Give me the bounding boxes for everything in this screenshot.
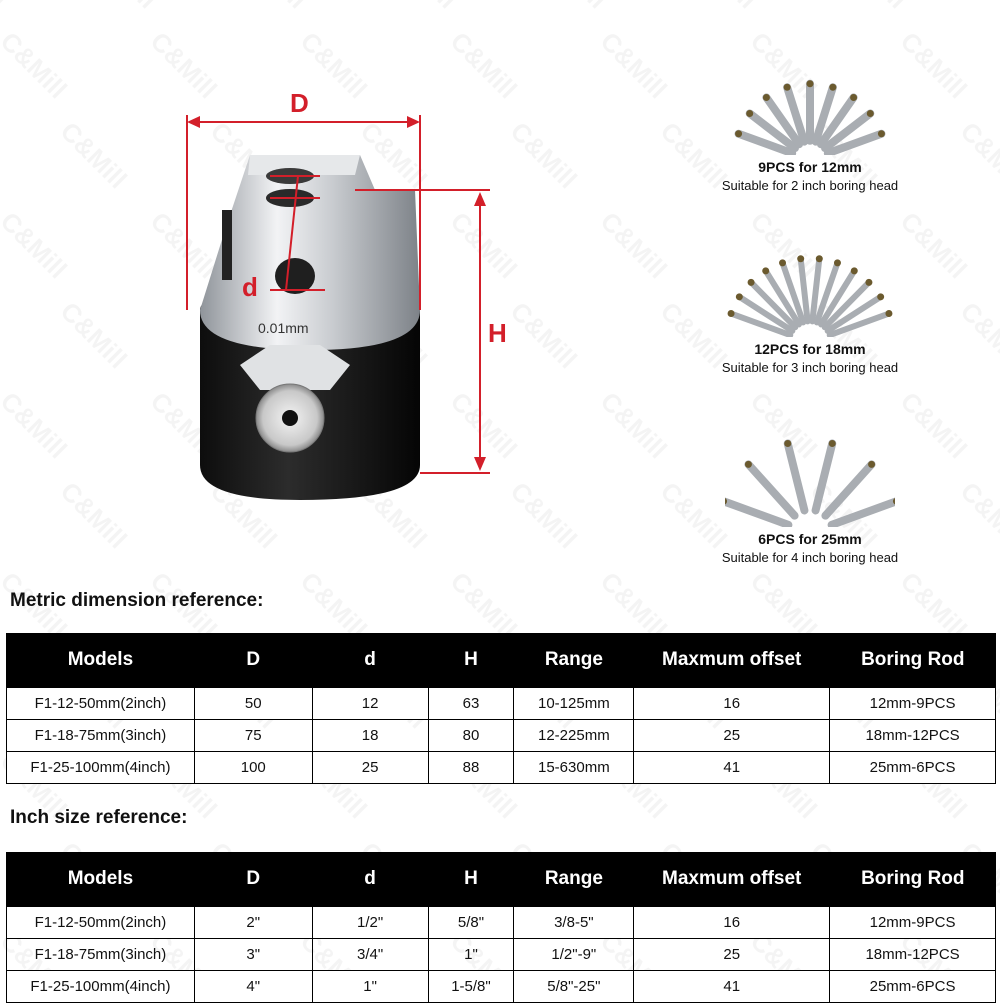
table-cell: 12mm-9PCS (830, 907, 996, 939)
table-row (7, 971, 996, 1003)
col-header: d (312, 633, 428, 688)
table-cell: F1-25-100mm(4inch) (7, 752, 195, 784)
table-cell: 12 (312, 688, 428, 720)
boring-bar-set-12mm (660, 60, 960, 193)
boring-bars-image (720, 60, 900, 155)
col-header: Maxmum offset (634, 633, 830, 688)
inch-table (6, 852, 996, 1003)
scale-label: 0.01mm (258, 320, 309, 336)
table-cell: 18mm-12PCS (830, 939, 996, 971)
table-cell: F1-12-50mm(2inch) (7, 907, 195, 939)
set-title: 9PCS for 12mm (758, 159, 862, 175)
col-header: Boring Rod (830, 852, 996, 907)
table-cell: 10-125mm (514, 688, 634, 720)
table-row (7, 939, 996, 971)
table-cell: 63 (428, 688, 514, 720)
table-cell: 12mm-9PCS (830, 688, 996, 720)
table-cell: 15-630mm (514, 752, 634, 784)
inch-section-title: Inch size reference: (10, 807, 188, 828)
table-cell: 16 (634, 907, 830, 939)
table-cell: F1-25-100mm(4inch) (7, 971, 195, 1003)
table-cell: 25mm-6PCS (830, 752, 996, 784)
metric-table (6, 633, 996, 784)
table-cell: 75 (194, 720, 312, 752)
boring-head-figure (170, 80, 510, 560)
table-cell: 25 (312, 752, 428, 784)
table-cell: 18 (312, 720, 428, 752)
table-cell: 1/2"-9" (514, 939, 634, 971)
set-subtitle: Suitable for 4 inch boring head (721, 550, 899, 565)
metric-section-title: Metric dimension reference: (10, 590, 264, 611)
table-cell: 1" (312, 971, 428, 1003)
table-header-row (7, 852, 996, 907)
table-cell: 41 (634, 752, 830, 784)
set-subtitle: Suitable for 2 inch boring head (721, 178, 899, 193)
boring-bars-image (725, 412, 895, 527)
table-cell: 41 (634, 971, 830, 1003)
table-cell: 2" (194, 907, 312, 939)
table-cell: 3/4" (312, 939, 428, 971)
table-cell: 18mm-12PCS (830, 720, 996, 752)
dimension-H-label: H (488, 318, 507, 348)
table-cell: 3" (194, 939, 312, 971)
boring-bar-set-25mm (660, 412, 960, 565)
table-cell: 25 (634, 720, 830, 752)
col-header: Boring Rod (830, 633, 996, 688)
table-cell: 5/8" (428, 907, 514, 939)
table-row (7, 752, 996, 784)
table-cell: 25mm-6PCS (830, 971, 996, 1003)
boring-head-illustration (170, 80, 510, 560)
table-cell: 1" (428, 939, 514, 971)
col-header: Range (514, 852, 634, 907)
dimension-D-label: D (290, 88, 309, 118)
table-row (7, 688, 996, 720)
col-header: Models (7, 633, 195, 688)
table-cell: 100 (194, 752, 312, 784)
col-header: D (194, 852, 312, 907)
col-header: H (428, 633, 514, 688)
table-cell: 25 (634, 939, 830, 971)
boring-bars-image (715, 232, 905, 337)
set-subtitle: Suitable for 3 inch boring head (721, 360, 899, 375)
table-cell: 88 (428, 752, 514, 784)
col-header: Range (514, 633, 634, 688)
table-cell: 80 (428, 720, 514, 752)
table-cell: 1/2" (312, 907, 428, 939)
boring-bar-set-18mm (660, 232, 960, 375)
col-header: d (312, 852, 428, 907)
table-cell: 12-225mm (514, 720, 634, 752)
table-header-row (7, 633, 996, 688)
col-header: Models (7, 852, 195, 907)
col-header: H (428, 852, 514, 907)
dimension-d-label: d (242, 272, 258, 302)
table-cell: 1-5/8" (428, 971, 514, 1003)
col-header: D (194, 633, 312, 688)
table-row (7, 720, 996, 752)
table-cell: F1-18-75mm(3inch) (7, 720, 195, 752)
table-cell: F1-18-75mm(3inch) (7, 939, 195, 971)
set-title: 6PCS for 25mm (758, 531, 862, 547)
set-title: 12PCS for 18mm (754, 341, 866, 357)
table-row (7, 907, 996, 939)
table-cell: 5/8"-25" (514, 971, 634, 1003)
col-header: Maxmum offset (634, 852, 830, 907)
table-cell: 3/8-5" (514, 907, 634, 939)
table-cell: F1-12-50mm(2inch) (7, 688, 195, 720)
table-cell: 16 (634, 688, 830, 720)
table-cell: 50 (194, 688, 312, 720)
table-cell: 4" (194, 971, 312, 1003)
